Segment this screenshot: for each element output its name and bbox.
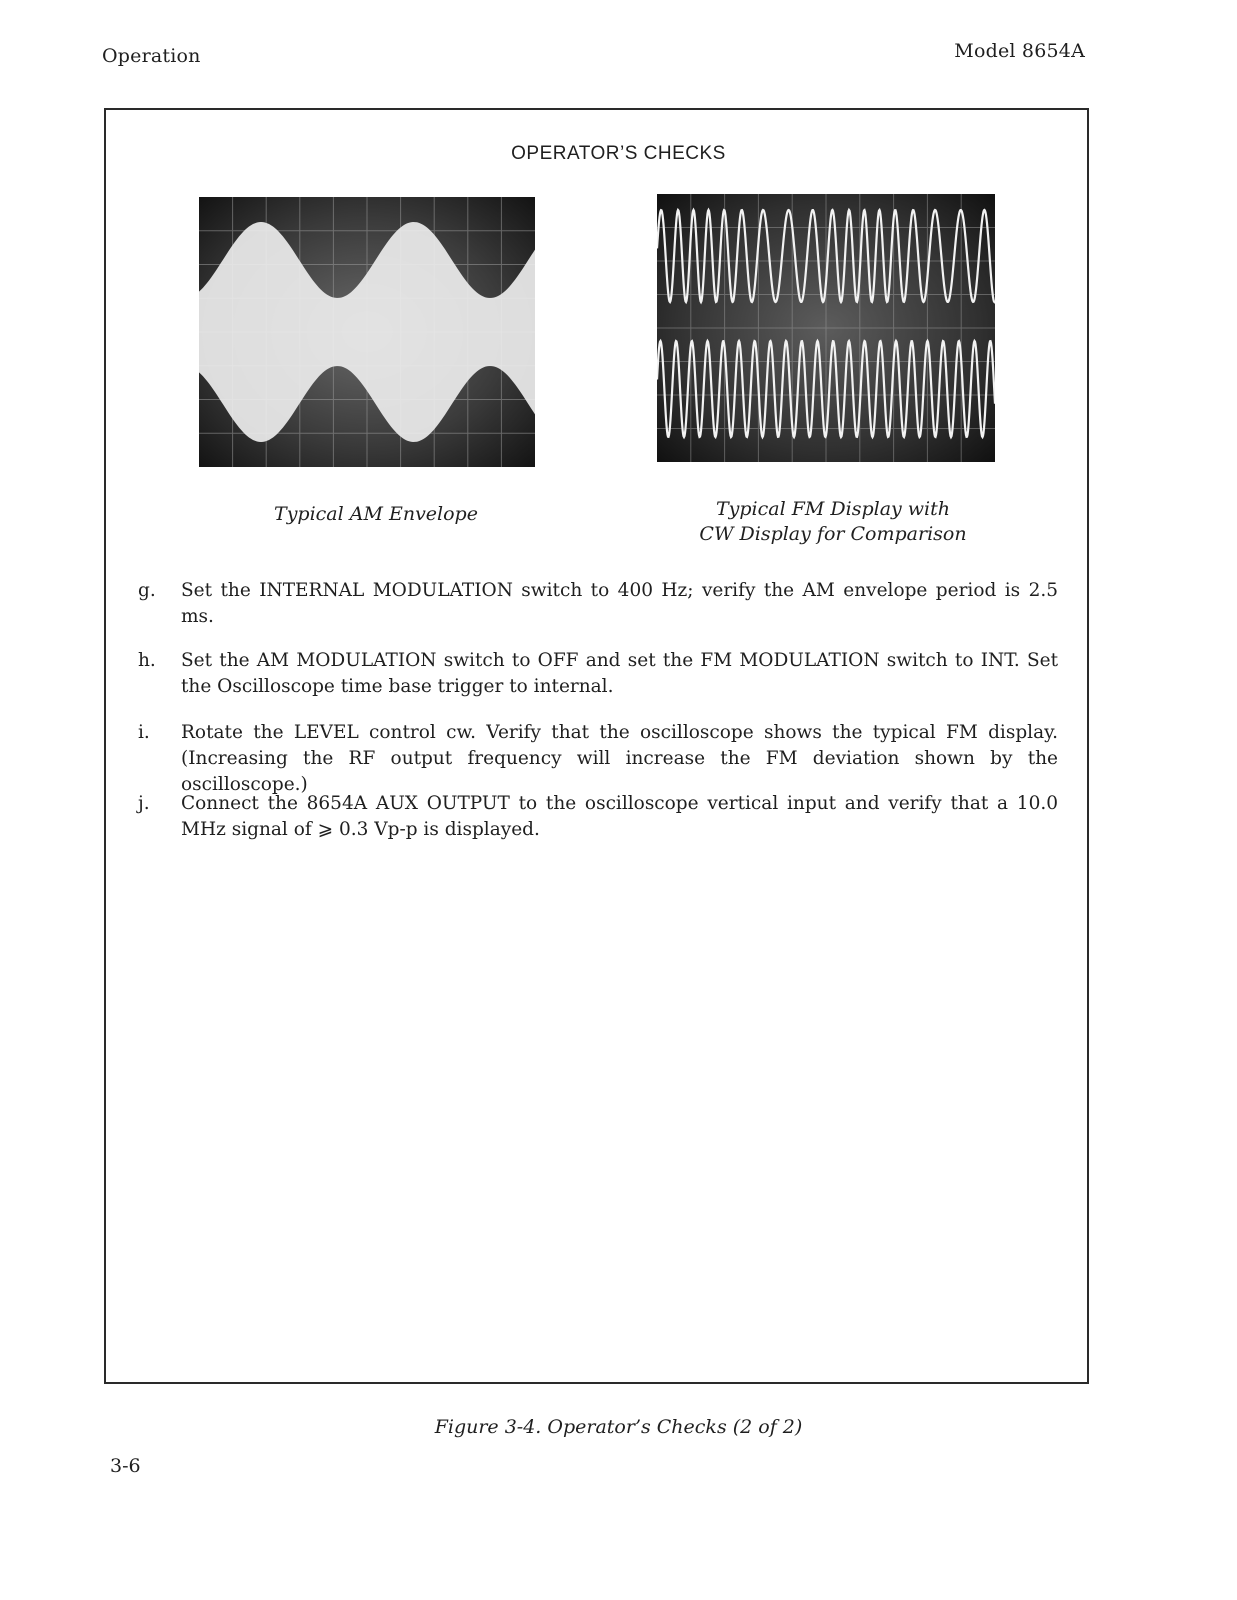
step-i: [138, 720, 1058, 798]
page-number: 3-6: [110, 1455, 141, 1477]
am-photo-caption: Typical AM Envelope: [274, 503, 478, 525]
fm-display-photo: [657, 194, 995, 462]
step-text: Set the INTERNAL MODULATION switch to 400 Hz; verify the AM envelope period is 2.5 ms.: [181, 580, 1058, 627]
fm-display-trace: [657, 194, 995, 462]
step-marker: i.: [138, 722, 150, 743]
figure-caption: Figure 3-4. Operator’s Checks (2 of 2): [434, 1416, 803, 1438]
fm-caption-line-1: Typical FM Display with: [715, 498, 951, 520]
step-j: [138, 791, 1058, 843]
step-text: Connect the 8654A AUX OUTPUT to the oscilloscope vertical input and verify that a 10.0 MHz signal of ⩾ 0.3 Vp-p is displayed.: [181, 793, 1058, 840]
step-text: Set the AM MODULATION switch to OFF and set the FM MODULATION switch to INT. Set the Oscilloscope time base trigger to internal.: [181, 650, 1058, 697]
fm-photo-caption: [668, 497, 998, 547]
step-text: Rotate the LEVEL control cw. Verify that the oscilloscope shows the typical FM display. (Increasing the RF output frequency will increase the FM deviation shown by the oscilloscope.): [181, 722, 1058, 795]
step-marker: j.: [138, 793, 150, 814]
step-marker: g.: [138, 580, 156, 601]
running-header-model: Model 8654A: [954, 40, 1085, 62]
running-header-section: Operation: [102, 45, 201, 67]
step-g: [138, 578, 1058, 630]
am-envelope-trace: [199, 197, 535, 467]
step-h: [138, 648, 1058, 700]
panel-title: OPERATOR’S CHECKS: [511, 143, 726, 164]
am-envelope-photo: [199, 197, 535, 467]
fm-caption-line-2: CW Display for Comparison: [699, 523, 967, 545]
step-marker: h.: [138, 650, 156, 671]
